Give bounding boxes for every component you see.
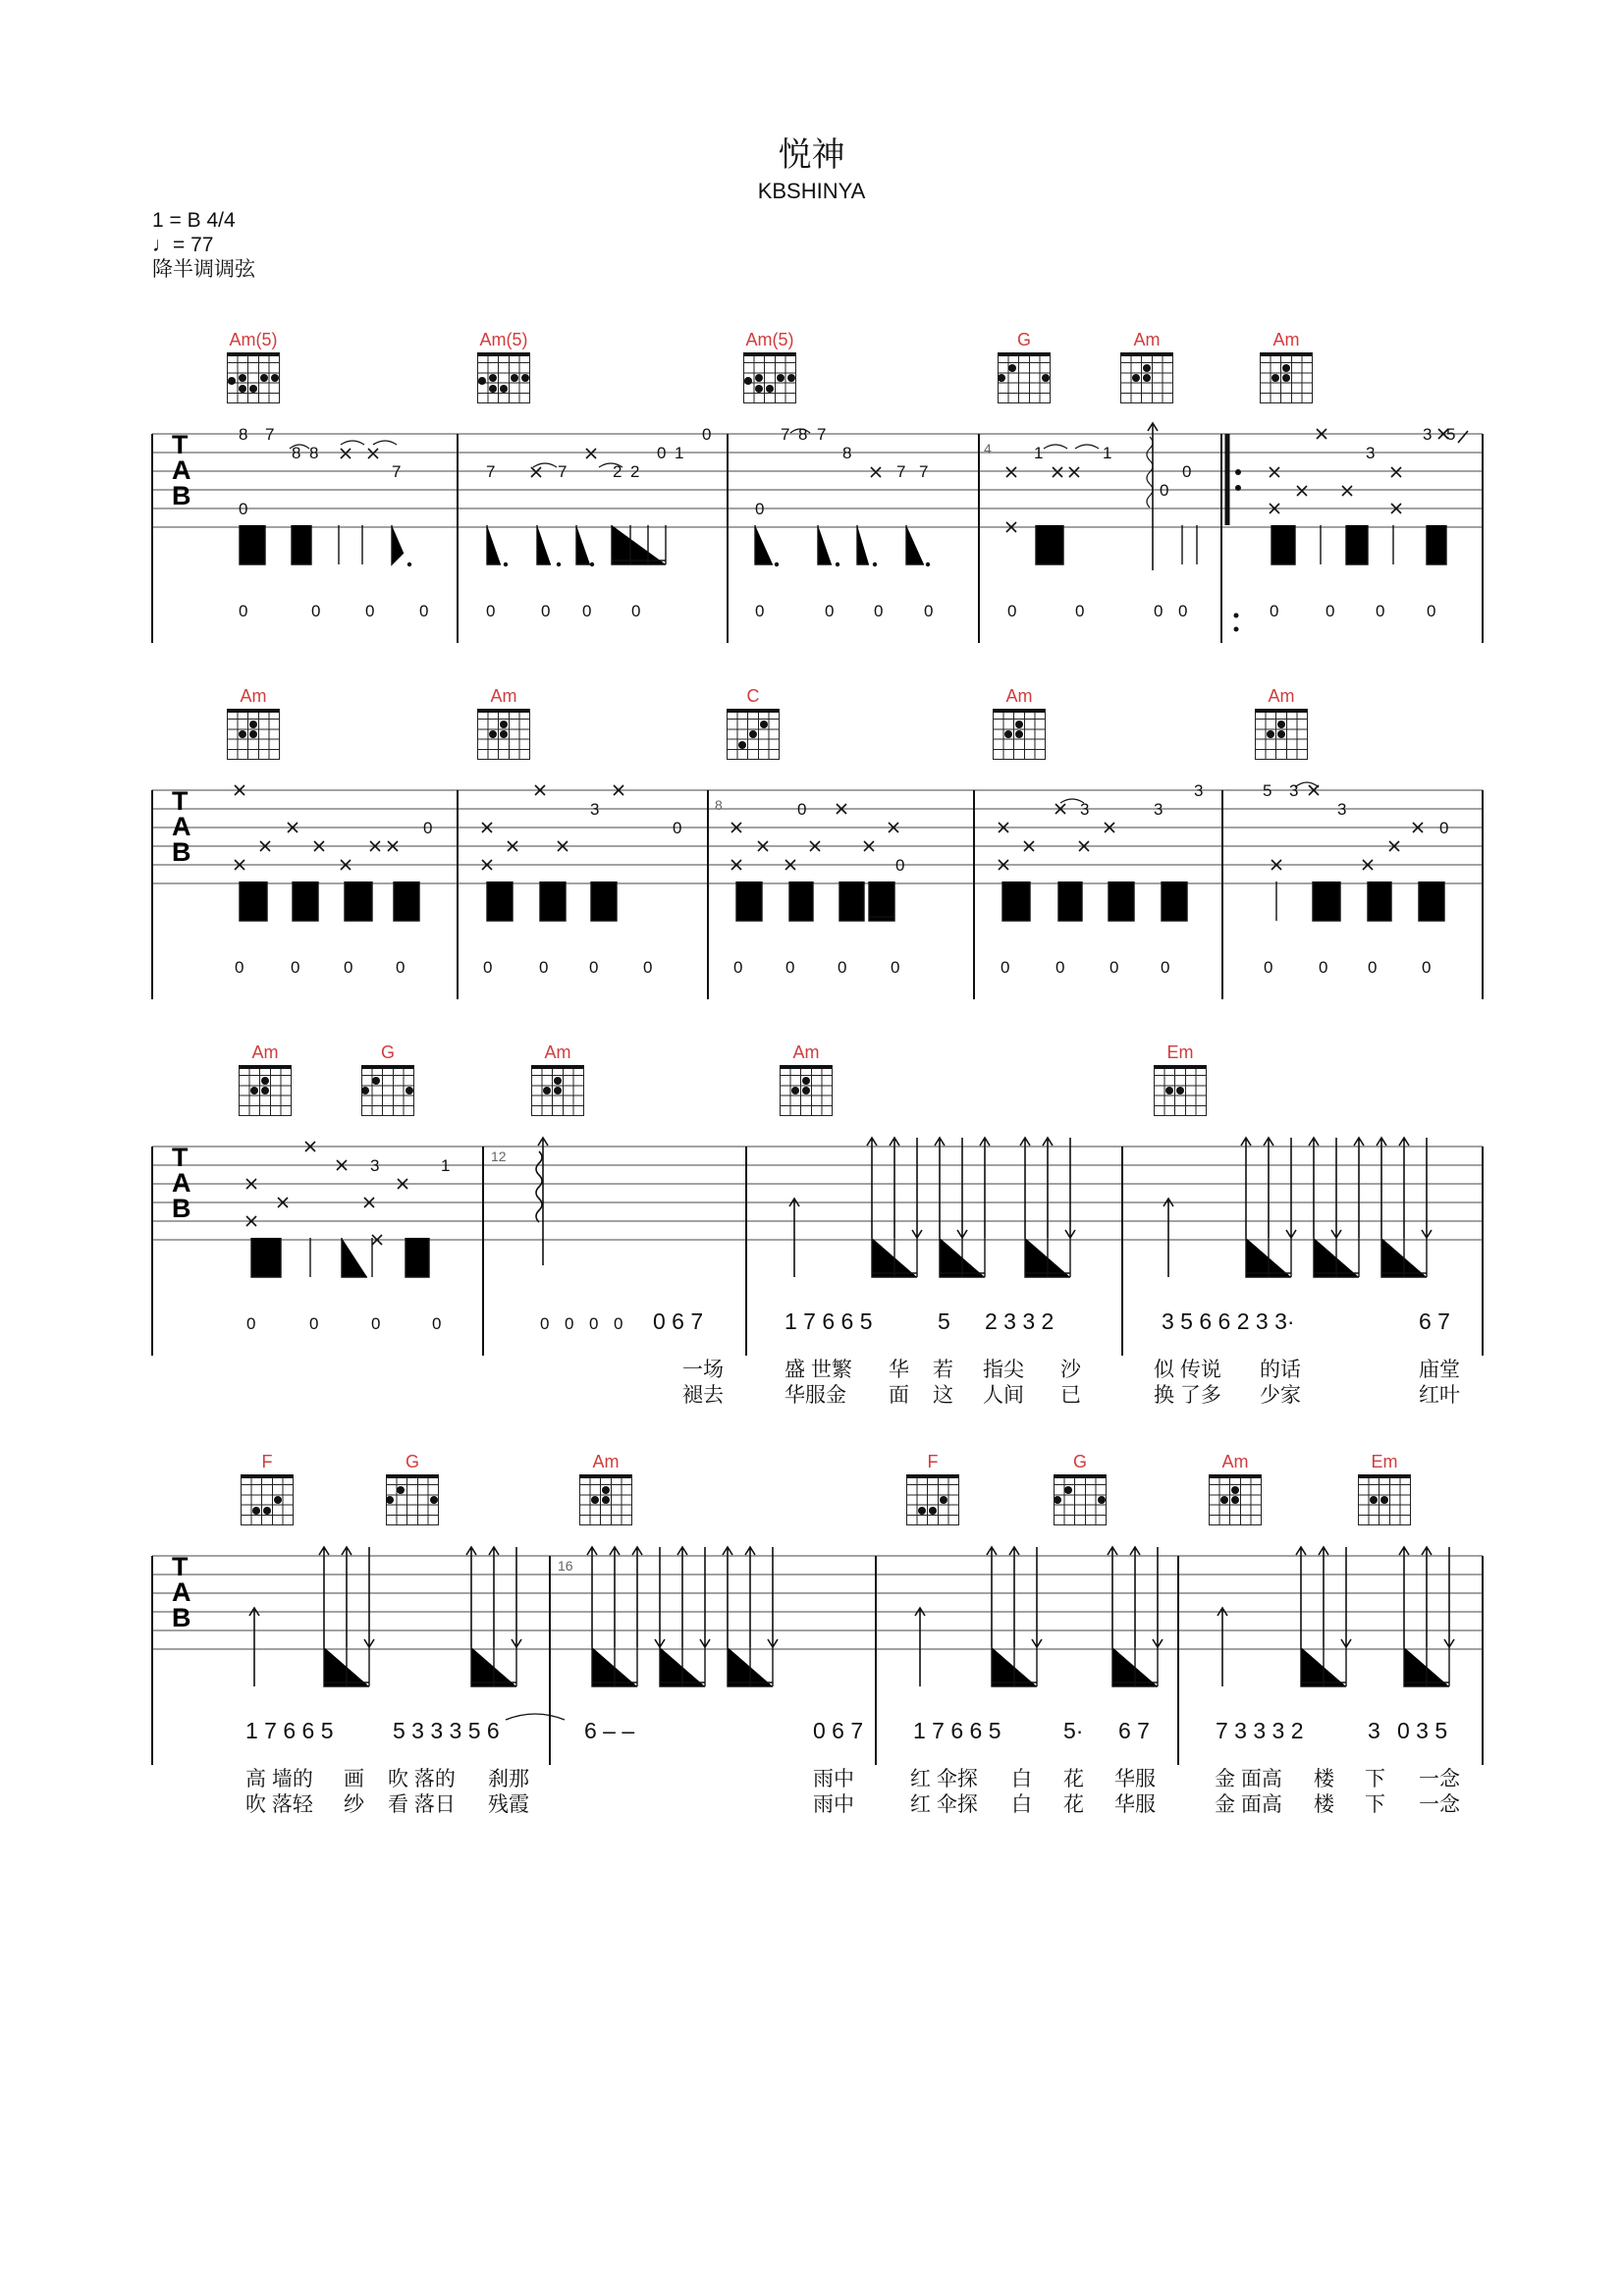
chord-diagram: Am <box>975 685 1063 760</box>
svg-text:0: 0 <box>785 958 795 977</box>
song-title: 悦神 <box>778 136 845 174</box>
svg-text:0: 0 <box>1182 462 1192 481</box>
svg-text:0: 0 <box>1161 958 1170 977</box>
svg-text:0: 0 <box>838 958 847 977</box>
svg-text:0: 0 <box>702 425 712 444</box>
chord-diagram: G <box>344 1041 432 1116</box>
svg-text:7: 7 <box>558 462 568 481</box>
svg-text:0: 0 <box>291 958 300 977</box>
lyric: 华服金 <box>784 1384 846 1407</box>
tab-staff <box>152 685 1483 999</box>
lyric: 花 <box>1063 1793 1084 1816</box>
svg-text:0: 0 <box>396 958 406 977</box>
lyric: 吹 落轻 <box>245 1793 313 1816</box>
lyric: 花 <box>1063 1768 1084 1790</box>
chord-diagram: Em <box>1340 1451 1429 1525</box>
jianpu-notes: 3 5 6 6 2 3 3· <box>1162 1308 1295 1334</box>
lyric: 庙堂 <box>1419 1359 1460 1381</box>
svg-text:7: 7 <box>781 425 790 444</box>
lyric: 一场 <box>682 1359 724 1381</box>
svg-text:3: 3 <box>1423 425 1433 444</box>
svg-text:0: 0 <box>825 602 835 620</box>
bass-counts <box>239 602 1435 620</box>
jianpu-notes: 0 3 5 <box>1397 1718 1448 1743</box>
jianpu-notes: 6 7 <box>1419 1308 1450 1334</box>
svg-text:8: 8 <box>798 425 808 444</box>
svg-text:3: 3 <box>1194 781 1204 800</box>
svg-text:0: 0 <box>755 602 765 620</box>
chord-diagram: G <box>980 329 1068 403</box>
svg-text:1: 1 <box>675 444 684 462</box>
svg-text:0: 0 <box>344 958 353 977</box>
lyric: 的话 <box>1260 1359 1301 1381</box>
svg-text:T: T <box>172 786 189 816</box>
lyric: 华服 <box>1114 1793 1156 1816</box>
svg-text:1: 1 <box>1034 444 1044 462</box>
svg-text:3: 3 <box>1080 800 1090 819</box>
lyric: 楼 <box>1314 1768 1334 1790</box>
svg-text:0: 0 <box>1264 958 1273 977</box>
lyric: 金 面高 <box>1215 1793 1282 1816</box>
strum-arrows <box>536 1138 1432 1277</box>
lyric: 雨中 <box>813 1793 854 1816</box>
jianpu-notes: 0 6 7 <box>653 1308 704 1334</box>
svg-text:0: 0 <box>1368 958 1378 977</box>
svg-text:0: 0 <box>1109 958 1119 977</box>
svg-text:0: 0 <box>419 602 429 620</box>
jianpu-notes: 2 3 3 2 <box>985 1308 1055 1334</box>
jianpu-notes: 1 7 6 6 5 <box>913 1718 1001 1743</box>
tab-system-2 <box>152 685 1483 999</box>
svg-text:0: 0 <box>631 602 641 620</box>
lyric: 华 <box>889 1359 909 1381</box>
lyric: 一念 <box>1419 1768 1460 1790</box>
svg-text:7: 7 <box>896 462 906 481</box>
tab-numbers <box>370 1148 507 1175</box>
lyric: 残霞 <box>488 1793 529 1816</box>
muted-x-marks <box>246 1142 407 1245</box>
lyric: 画 <box>344 1768 364 1790</box>
svg-text:0: 0 <box>1075 602 1085 620</box>
song-author: KBSHINYA <box>757 179 866 203</box>
svg-text:0: 0 <box>486 602 496 620</box>
lyric: 白 <box>1011 1793 1032 1816</box>
svg-text:12: 12 <box>491 1148 507 1164</box>
tempo-marking: ♩= 77 <box>152 234 214 256</box>
svg-text:7: 7 <box>265 425 275 444</box>
svg-text:7: 7 <box>817 425 827 444</box>
svg-text:0: 0 <box>1376 602 1385 620</box>
svg-text:B: B <box>172 481 191 510</box>
svg-text:A: A <box>172 1577 191 1607</box>
svg-text:A: A <box>172 812 191 841</box>
svg-text:0: 0 <box>239 500 248 518</box>
svg-text:5: 5 <box>1446 425 1456 444</box>
jianpu-notes: 5 3 3 3 5 6 <box>393 1718 500 1743</box>
jianpu-notes: 0 6 7 <box>813 1718 864 1743</box>
svg-text:T: T <box>172 1552 189 1581</box>
svg-text:T: T <box>172 430 189 459</box>
lyric: 高 墙的 <box>245 1768 313 1790</box>
svg-text:0: 0 <box>874 602 884 620</box>
chord-diagram: F <box>223 1451 311 1525</box>
svg-text:0: 0 <box>371 1314 381 1333</box>
svg-text:0: 0 <box>541 602 551 620</box>
chord-diagram: Am <box>1242 329 1330 403</box>
svg-text:0: 0 <box>239 602 248 620</box>
lyric: 华服 <box>1114 1768 1156 1790</box>
chord-diagram: Am <box>460 685 548 760</box>
lyric: 看 落日 <box>388 1793 456 1816</box>
chord-diagram: F <box>889 1451 977 1525</box>
svg-text:0: 0 <box>1001 958 1010 977</box>
svg-text:A: A <box>172 1168 191 1198</box>
svg-text:0: 0 <box>643 958 653 977</box>
svg-text:8: 8 <box>842 444 852 462</box>
lyric: 指尖 <box>983 1359 1024 1381</box>
svg-text:0: 0 <box>311 602 321 620</box>
lyric: 面 <box>889 1384 909 1407</box>
tab-system-1 <box>152 329 1483 643</box>
svg-text:B: B <box>172 1603 191 1632</box>
tab-system-3 <box>152 1041 1483 1415</box>
lyric: 雨中 <box>813 1768 854 1790</box>
lyric: 换 了多 <box>1154 1384 1221 1407</box>
svg-text:3: 3 <box>1289 781 1299 800</box>
svg-text:0: 0 <box>539 958 549 977</box>
svg-text:0: 0 <box>924 602 934 620</box>
svg-text:1: 1 <box>441 1156 451 1175</box>
svg-text:A: A <box>172 455 191 485</box>
jianpu-notes: 7 3 3 3 2 <box>1216 1718 1304 1743</box>
svg-text:7: 7 <box>919 462 929 481</box>
svg-text:0: 0 <box>309 1314 319 1333</box>
svg-text:16: 16 <box>558 1558 573 1574</box>
tab-system-4 <box>152 1451 1483 1824</box>
svg-text:0: 0 <box>797 800 807 819</box>
key-time-signature: 1 = B 4/4 <box>152 209 236 232</box>
chord-diagram: Am <box>762 1041 850 1116</box>
svg-text:3: 3 <box>1337 800 1347 819</box>
lyric: 已 <box>1060 1384 1081 1407</box>
svg-text:3: 3 <box>1154 800 1163 819</box>
rhythm-stems <box>240 881 1444 921</box>
svg-text:0: 0 <box>235 958 244 977</box>
svg-text:8: 8 <box>292 444 301 462</box>
svg-text:1: 1 <box>1103 444 1112 462</box>
svg-text:0: 0 <box>891 958 900 977</box>
svg-text:0: 0 <box>755 500 765 518</box>
lyric: 红叶 <box>1419 1384 1460 1407</box>
jianpu-notes: 1 7 6 6 5 <box>784 1308 873 1334</box>
svg-text:2: 2 <box>630 462 640 481</box>
jianpu-notes: 1 7 6 6 5 <box>245 1718 334 1743</box>
svg-text:0: 0 <box>565 1314 574 1333</box>
lyric: 纱 <box>344 1793 364 1816</box>
svg-text:0: 0 <box>1154 602 1163 620</box>
svg-text:8: 8 <box>715 797 723 813</box>
svg-text:0: 0 <box>1160 481 1169 500</box>
jianpu-notes: 6 – – <box>584 1718 635 1743</box>
svg-text:0: 0 <box>614 1314 623 1333</box>
svg-text:7: 7 <box>486 462 496 481</box>
muted-x-marks <box>341 429 1448 532</box>
svg-text:0: 0 <box>246 1314 256 1333</box>
lyric: 下 <box>1365 1793 1385 1816</box>
svg-text:8: 8 <box>239 425 248 444</box>
chord-diagram: G <box>1036 1451 1124 1525</box>
rhythm-stems <box>240 525 1446 564</box>
chord-diagram: C <box>709 685 797 760</box>
svg-text:4: 4 <box>984 441 992 456</box>
jianpu-notes: 3 <box>1368 1718 1380 1743</box>
svg-text:0: 0 <box>657 444 667 462</box>
svg-text:0: 0 <box>1325 602 1335 620</box>
chord-diagram: Am <box>514 1041 602 1116</box>
tab-staff <box>152 329 1483 643</box>
lyric: 若 <box>933 1359 953 1381</box>
lyric: 金 面高 <box>1215 1768 1282 1790</box>
svg-text:0: 0 <box>589 1314 599 1333</box>
strum-arrows <box>249 1547 1454 1686</box>
svg-text:0: 0 <box>540 1314 550 1333</box>
lyric: 楼 <box>1314 1793 1334 1816</box>
svg-text:0: 0 <box>1422 958 1432 977</box>
chord-diagram: Am(5) <box>460 329 548 403</box>
jianpu-notes: 6 7 <box>1118 1718 1150 1743</box>
lyric: 红 伞探 <box>910 1768 978 1790</box>
svg-text:3: 3 <box>370 1156 380 1175</box>
chord-diagram: Am <box>1103 329 1191 403</box>
lyric: 少家 <box>1260 1384 1301 1407</box>
svg-text:0: 0 <box>1439 819 1449 837</box>
svg-text:7: 7 <box>392 462 402 481</box>
chord-diagram: G <box>368 1451 457 1525</box>
jianpu-notes: 5 <box>938 1308 950 1334</box>
svg-text:0: 0 <box>1007 602 1017 620</box>
svg-text:0: 0 <box>432 1314 442 1333</box>
svg-text:0: 0 <box>589 958 599 977</box>
svg-text:0: 0 <box>1055 958 1065 977</box>
tuning-note: 降半调调弦 <box>152 258 255 281</box>
bass-counts <box>246 1314 622 1333</box>
svg-text:0: 0 <box>1427 602 1436 620</box>
chord-diagram: Am <box>209 685 298 760</box>
svg-text:0: 0 <box>582 602 592 620</box>
bass-counts <box>235 958 1431 977</box>
svg-text:0: 0 <box>895 856 905 875</box>
svg-text:B: B <box>172 837 191 867</box>
svg-text:0: 0 <box>423 819 433 837</box>
lyric: 下 <box>1365 1768 1385 1790</box>
svg-text:0: 0 <box>1270 602 1279 620</box>
lyric: 盛 世繁 <box>784 1359 852 1381</box>
rhythm-stems <box>251 1238 1427 1277</box>
svg-text:0: 0 <box>365 602 375 620</box>
svg-text:T: T <box>172 1143 189 1172</box>
chord-diagram: Am(5) <box>726 329 814 403</box>
chord-diagram: Am <box>221 1041 309 1116</box>
svg-text:0: 0 <box>483 958 493 977</box>
svg-text:2: 2 <box>613 462 622 481</box>
svg-text:B: B <box>172 1194 191 1223</box>
svg-text:3: 3 <box>1366 444 1376 462</box>
svg-text:0: 0 <box>1178 602 1188 620</box>
chord-diagram: Am(5) <box>209 329 298 403</box>
lyric: 褪去 <box>682 1384 724 1407</box>
lyric: 这 <box>933 1384 953 1407</box>
lyric: 人间 <box>983 1384 1024 1407</box>
chord-diagram: Am <box>1237 685 1325 760</box>
rhythm-stems <box>324 1647 1449 1686</box>
svg-text:3: 3 <box>590 800 600 819</box>
lyric: 似 传说 <box>1154 1359 1221 1381</box>
svg-text:5: 5 <box>1263 781 1272 800</box>
lyric: 刹那 <box>488 1768 529 1790</box>
lyric: 白 <box>1011 1768 1032 1790</box>
svg-text:0: 0 <box>733 958 743 977</box>
lyric: 吹 落的 <box>388 1768 456 1790</box>
lyric: 沙 <box>1060 1359 1081 1381</box>
svg-text:8: 8 <box>309 444 319 462</box>
chord-diagram: Am <box>1191 1451 1279 1525</box>
chord-diagram: Em <box>1136 1041 1224 1116</box>
jianpu-notes: 5· <box>1063 1718 1084 1743</box>
svg-text:0: 0 <box>673 819 682 837</box>
svg-text:0: 0 <box>1319 958 1328 977</box>
lyric: 红 伞探 <box>910 1793 978 1816</box>
lyric: 一念 <box>1419 1793 1460 1816</box>
chord-diagram: Am <box>562 1451 650 1525</box>
